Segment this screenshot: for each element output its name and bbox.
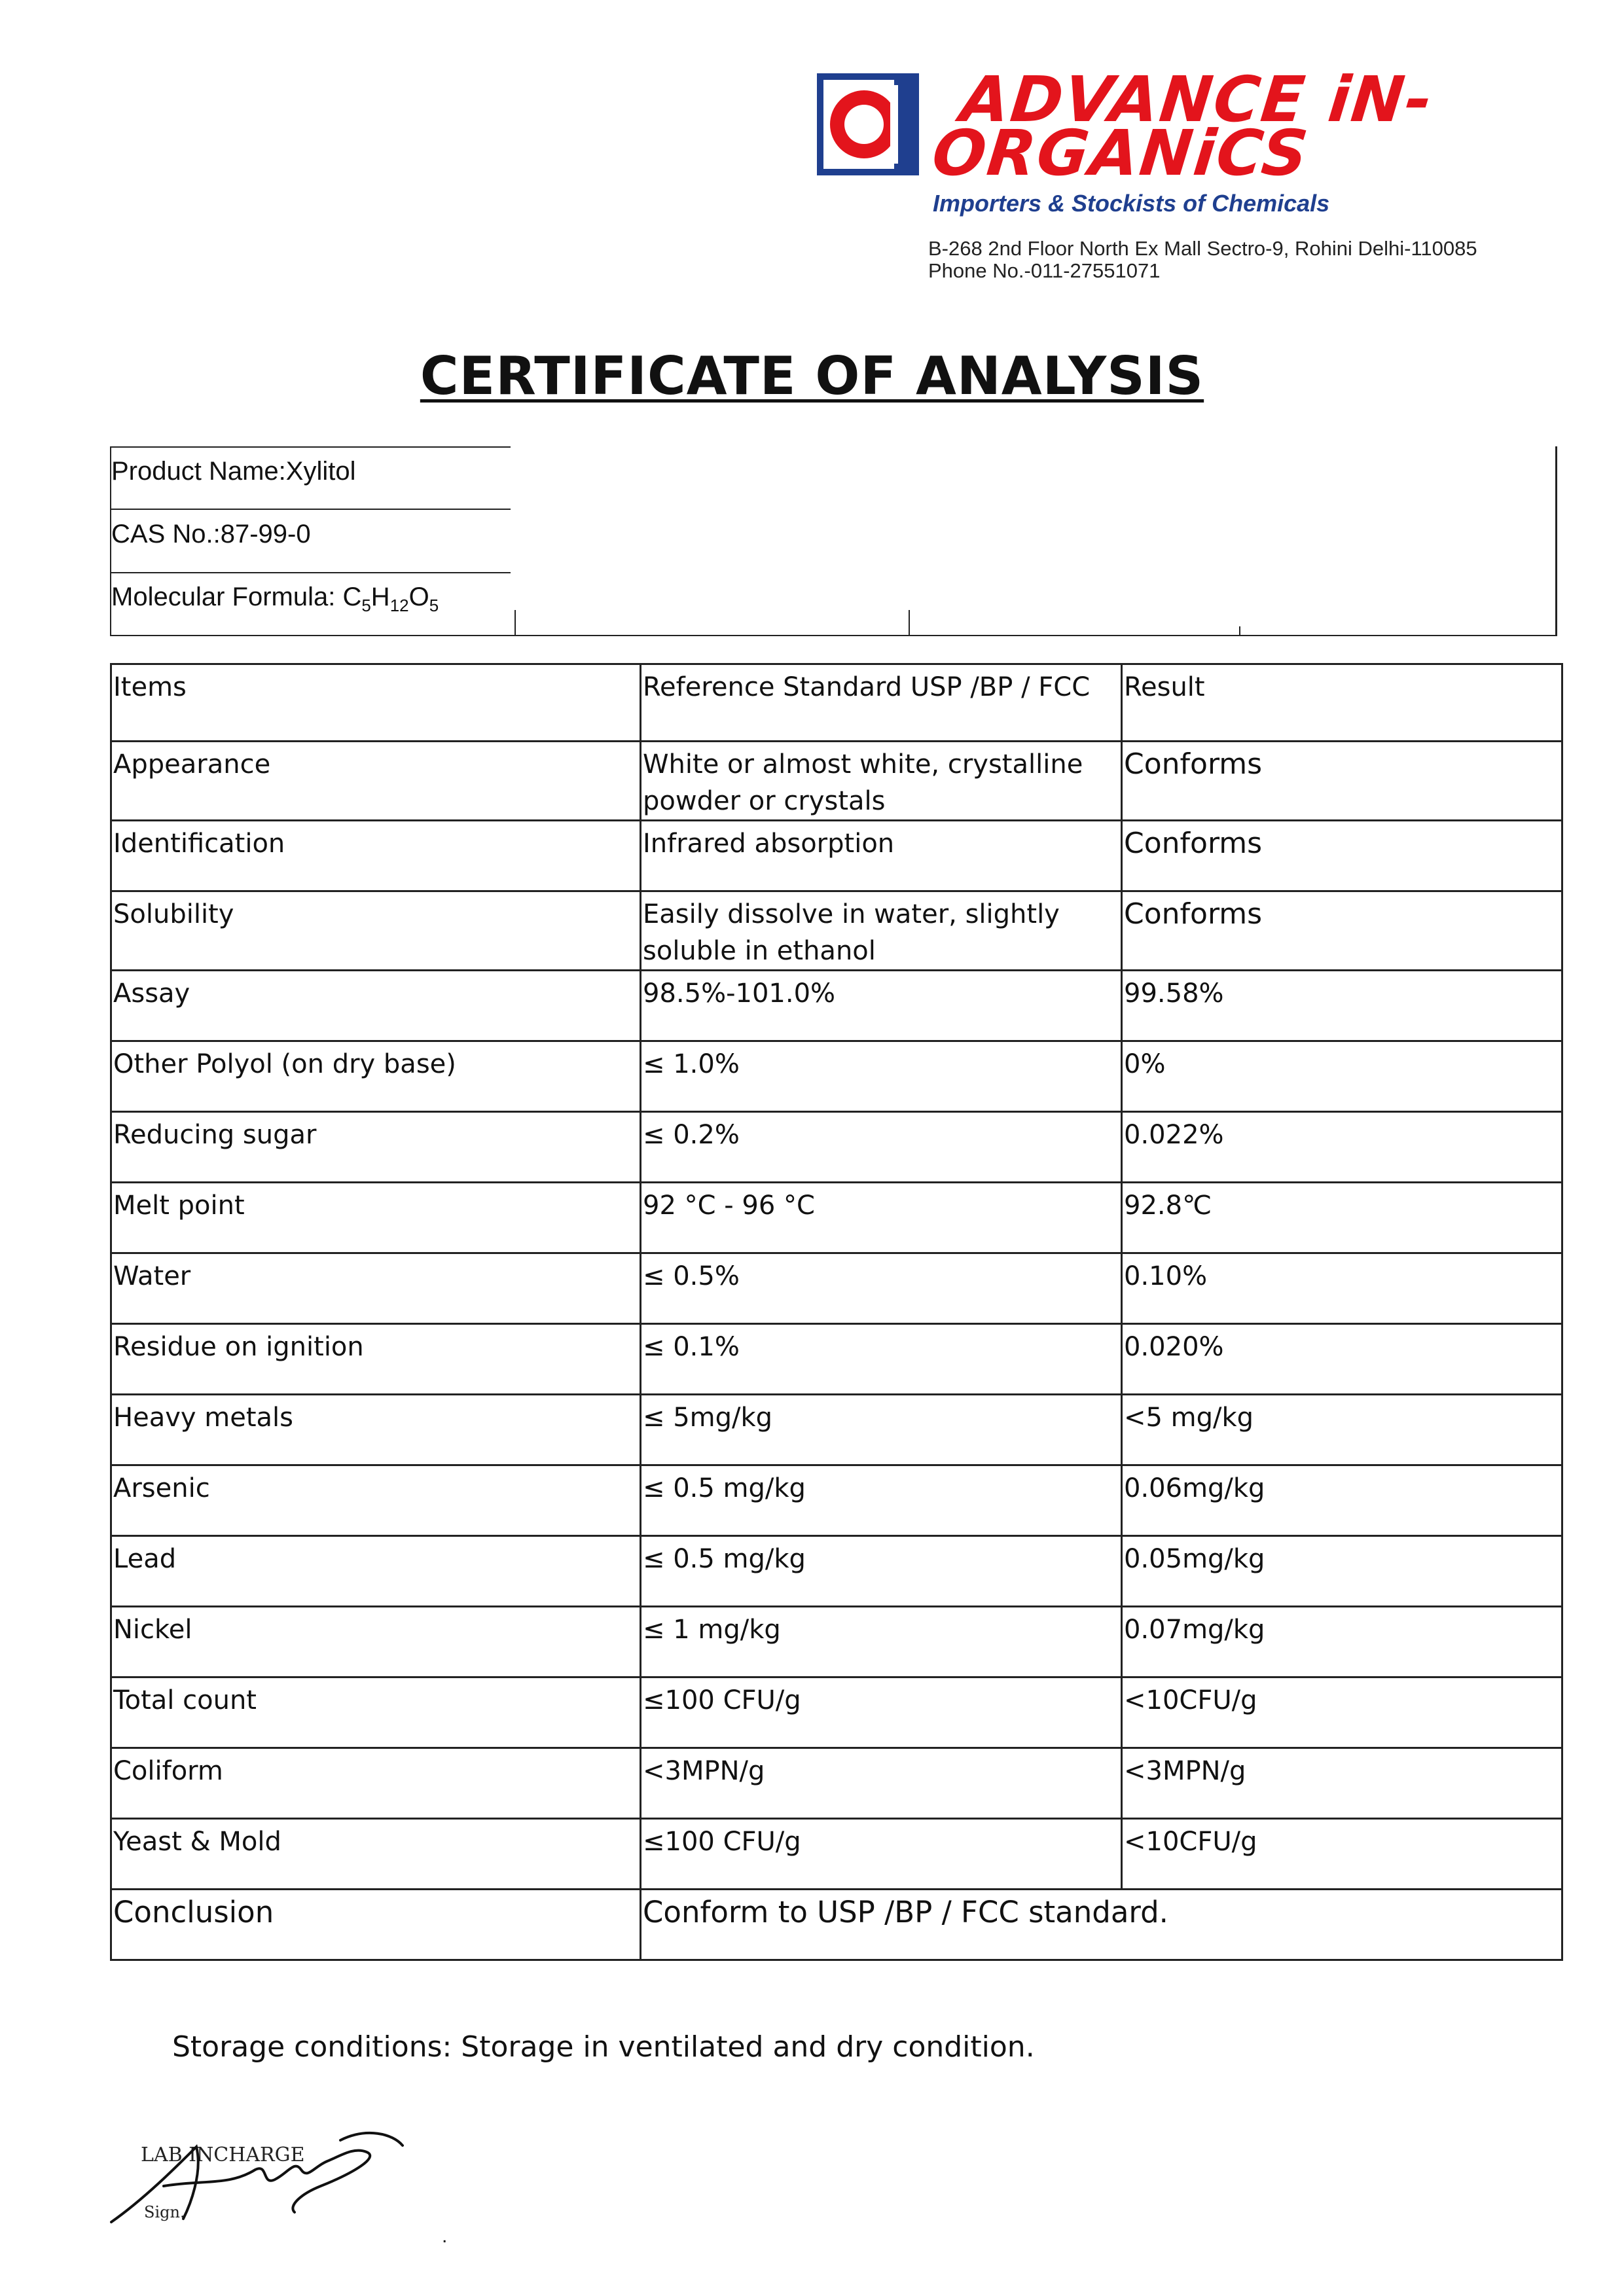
row-item: Heavy metals [111, 1395, 641, 1465]
table-header-row [111, 664, 1562, 742]
formula-h: H [370, 583, 390, 611]
row-result: 0.06mg/kg [1122, 1465, 1562, 1536]
row-item: Water [111, 1253, 641, 1324]
table-row [111, 891, 1562, 971]
row-item: Solubility [111, 891, 641, 971]
info-tick-1 [514, 610, 516, 636]
row-standard: ≤100 CFU/g [641, 1677, 1122, 1748]
row-item: Melt point [111, 1183, 641, 1253]
row-result: <10CFU/g [1122, 1677, 1562, 1748]
header-reference: Reference Standard USP /BP / FCC [641, 664, 1122, 742]
row-item: Total count [111, 1677, 641, 1748]
table-row [111, 1253, 1562, 1324]
row-result: 0.020% [1122, 1324, 1562, 1395]
cas-number: CAS No.:87-99-0 [111, 520, 311, 548]
row-item: Identification [111, 821, 641, 891]
signature-stamp-title: LAB INCHARGE [141, 2144, 305, 2166]
row-item: Assay [111, 971, 641, 1041]
table-row [111, 742, 1562, 821]
signature-stamp [105, 2108, 419, 2238]
table-row [111, 1748, 1562, 1819]
company-name-line-2: ORGANiCS [929, 117, 1312, 190]
row-standard: ≤ 1 mg/kg [641, 1607, 1122, 1677]
row-standard: 98.5%-101.0% [641, 971, 1122, 1041]
row-standard: ≤ 0.5 mg/kg [641, 1536, 1122, 1607]
table-row [111, 1324, 1562, 1395]
company-name-line-1: ADVANCE iN- [957, 63, 1437, 136]
product-info-box [110, 446, 1557, 636]
table-row [111, 971, 1562, 1041]
row-item: Other Polyol (on dry base) [111, 1041, 641, 1112]
header-result: Result [1122, 664, 1562, 742]
row-item: Coliform [111, 1748, 641, 1819]
formula-h-subscript: 12 [389, 596, 409, 615]
stray-mark: . [442, 2225, 448, 2247]
row-result: 99.58% [1122, 971, 1562, 1041]
row-standard: ≤ 0.5 mg/kg [641, 1465, 1122, 1536]
row-item: Arsenic [111, 1465, 641, 1536]
document-title: CERTIFICATE OF ANALYSIS [420, 346, 1204, 406]
row-standard: ≤100 CFU/g [641, 1819, 1122, 1890]
row-result: <3MPN/g [1122, 1748, 1562, 1819]
formula-o: O [408, 583, 429, 611]
table-row [111, 1112, 1562, 1183]
row-standard: <3MPN/g [641, 1748, 1122, 1819]
row-result: 92.8℃ [1122, 1183, 1562, 1253]
row-item: Nickel [111, 1607, 641, 1677]
row-result: 0.05mg/kg [1122, 1536, 1562, 1607]
row-standard: Easily dissolve in water, slightly soluble in ethanol [641, 891, 1122, 971]
table-row [111, 1536, 1562, 1607]
table-row [111, 821, 1562, 891]
row-result: <10CFU/g [1122, 1819, 1562, 1890]
info-bottom-border [110, 635, 1557, 636]
row-standard: ≤ 5mg/kg [641, 1395, 1122, 1465]
formula-o-subscript: 5 [429, 596, 439, 615]
row-standard: White or almost white, crystalline powder or crystals [641, 742, 1122, 821]
row-item: Lead [111, 1536, 641, 1607]
company-address: B-268 2nd Floor North Ex Mall Sectro-9, Rohini Delhi-110085 [928, 237, 1477, 260]
row-item: Reducing sugar [111, 1112, 641, 1183]
header-items: Items [111, 664, 641, 742]
info-divider-1 [110, 509, 511, 510]
formula-c: C [342, 583, 362, 611]
info-divider-2 [110, 572, 511, 573]
row-standard: ≤ 0.1% [641, 1324, 1122, 1395]
molecular-formula [111, 583, 439, 616]
table-row [111, 1183, 1562, 1253]
analysis-table [110, 663, 1563, 1961]
row-item: Yeast & Mold [111, 1819, 641, 1890]
row-standard: 92 °C - 96 °C [641, 1183, 1122, 1253]
row-standard: ≤ 1.0% [641, 1041, 1122, 1112]
table-row [111, 1819, 1562, 1890]
row-result: <5 mg/kg [1122, 1395, 1562, 1465]
company-tagline: Importers & Stockists of Chemicals [933, 190, 1330, 217]
formula-label: Molecular Formula: [111, 583, 343, 611]
info-tick-2 [909, 610, 910, 636]
company-phone: Phone No.-011-27551071 [928, 259, 1161, 282]
conclusion-row [111, 1890, 1562, 1960]
table-row [111, 1607, 1562, 1677]
table-row [111, 1465, 1562, 1536]
info-tick-3 [1239, 626, 1240, 636]
info-right-border [1555, 446, 1557, 636]
row-result: 0.10% [1122, 1253, 1562, 1324]
info-top-rule [110, 446, 511, 448]
table-row [111, 1041, 1562, 1112]
row-standard: Infrared absorption [641, 821, 1122, 891]
row-result: 0.07mg/kg [1122, 1607, 1562, 1677]
storage-conditions: Storage conditions: Storage in ventilated and dry condition. [172, 2030, 1035, 2064]
conclusion-label: Conclusion [111, 1890, 641, 1960]
formula-c-subscript: 5 [361, 596, 371, 615]
row-item: Residue on ignition [111, 1324, 641, 1395]
row-standard: ≤ 0.2% [641, 1112, 1122, 1183]
row-item: Appearance [111, 742, 641, 821]
conclusion-text: Conform to USP /BP / FCC standard. [641, 1890, 1562, 1960]
row-result: 0% [1122, 1041, 1562, 1112]
company-logo-icon [817, 73, 919, 175]
row-result: Conforms [1122, 742, 1562, 821]
row-result: Conforms [1122, 821, 1562, 891]
table-row [111, 1677, 1562, 1748]
signature-stamp-sign: Sign. [144, 2203, 185, 2221]
table-row [111, 1395, 1562, 1465]
product-name: Product Name:Xylitol [111, 457, 356, 486]
row-result: Conforms [1122, 891, 1562, 971]
row-result: 0.022% [1122, 1112, 1562, 1183]
row-standard: ≤ 0.5% [641, 1253, 1122, 1324]
